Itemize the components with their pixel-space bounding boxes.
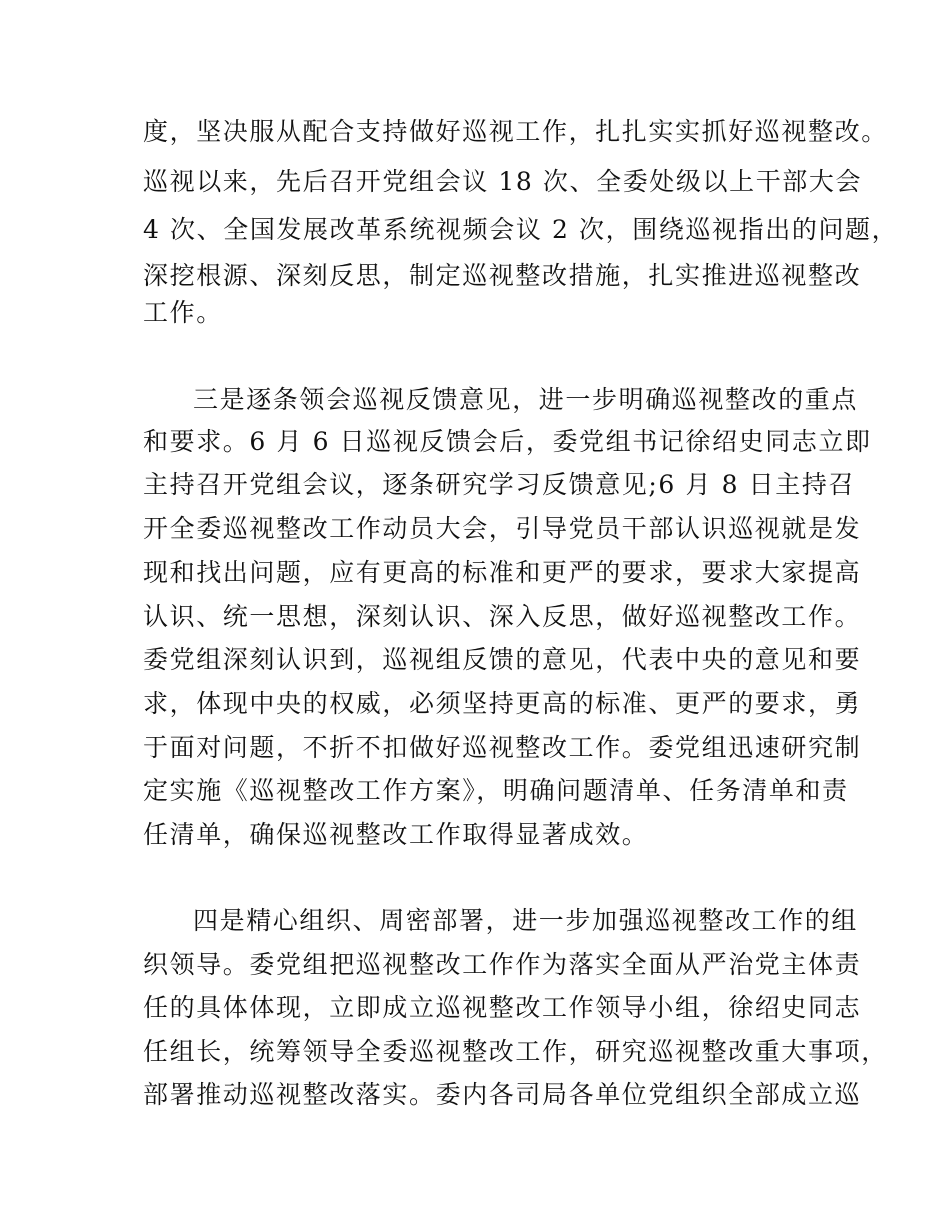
text-line: 开全委巡视整改工作动员大会，引导党员干部认识巡视就是发	[143, 514, 862, 543]
text-line: 深挖根源、深刻反思，制定巡视整改措施，扎实推进巡视整改	[143, 261, 862, 290]
text-line: 认识、统一思想，深刻认识、深入反思，做好巡视整改工作。	[143, 602, 862, 631]
text-line: 4 次、全国发展改革系统视频会议 2 次，围绕巡视指出的问题，	[143, 215, 899, 244]
text-line: 和要求。6 月 6 日巡视反馈会后，委党组书记徐绍史同志立即	[143, 427, 872, 456]
text-line: 任清单，确保巡视整改工作取得显著成效。	[143, 820, 649, 849]
text-line: 求，体现中央的权威，必须坚持更高的标准、更严的要求，勇	[143, 689, 862, 718]
text-line: 现和找出问题，应有更高的标准和更严的要求，要求大家提高	[143, 558, 862, 587]
text-line: 于面对问题，不折不扣做好巡视整改工作。委党组迅速研究制	[143, 733, 862, 762]
text-line: 任组长，统筹领导全委巡视整改工作，研究巡视整改重大事项，	[143, 1037, 888, 1066]
text-line: 部署推动巡视整改落实。委内各司局各单位党组织全部成立巡	[143, 1080, 862, 1109]
text-line: 定实施《巡视整改工作方案》，明确问题清单、任务清单和责	[143, 776, 849, 805]
text-line: 主持召开党组会议，逐条研究学习反馈意见;6 月 8 日主持召	[143, 470, 856, 499]
text-line: 度，坚决服从配合支持做好巡视工作，扎扎实实抓好巡视整改。	[143, 117, 888, 146]
paragraph-four-first-line: 四是精心组织、周密部署，进一步加强巡视整改工作的组	[193, 906, 859, 935]
text-line: 委党组深刻认识到，巡视组反馈的意见，代表中央的意见和要	[143, 645, 862, 674]
text-line: 工作。	[143, 298, 223, 327]
text-line: 织领导。委党组把巡视整改工作作为落实全面从严治党主体责	[143, 950, 862, 979]
text-line: 任的具体体现，立即成立巡视整改工作领导小组，徐绍史同志	[143, 993, 862, 1022]
text-line: 巡视以来，先后召开党组会议 18 次、全委处级以上干部大会	[143, 167, 863, 196]
paragraph-three-first-line: 三是逐条领会巡视反馈意见，进一步明确巡视整改的重点	[193, 385, 859, 414]
